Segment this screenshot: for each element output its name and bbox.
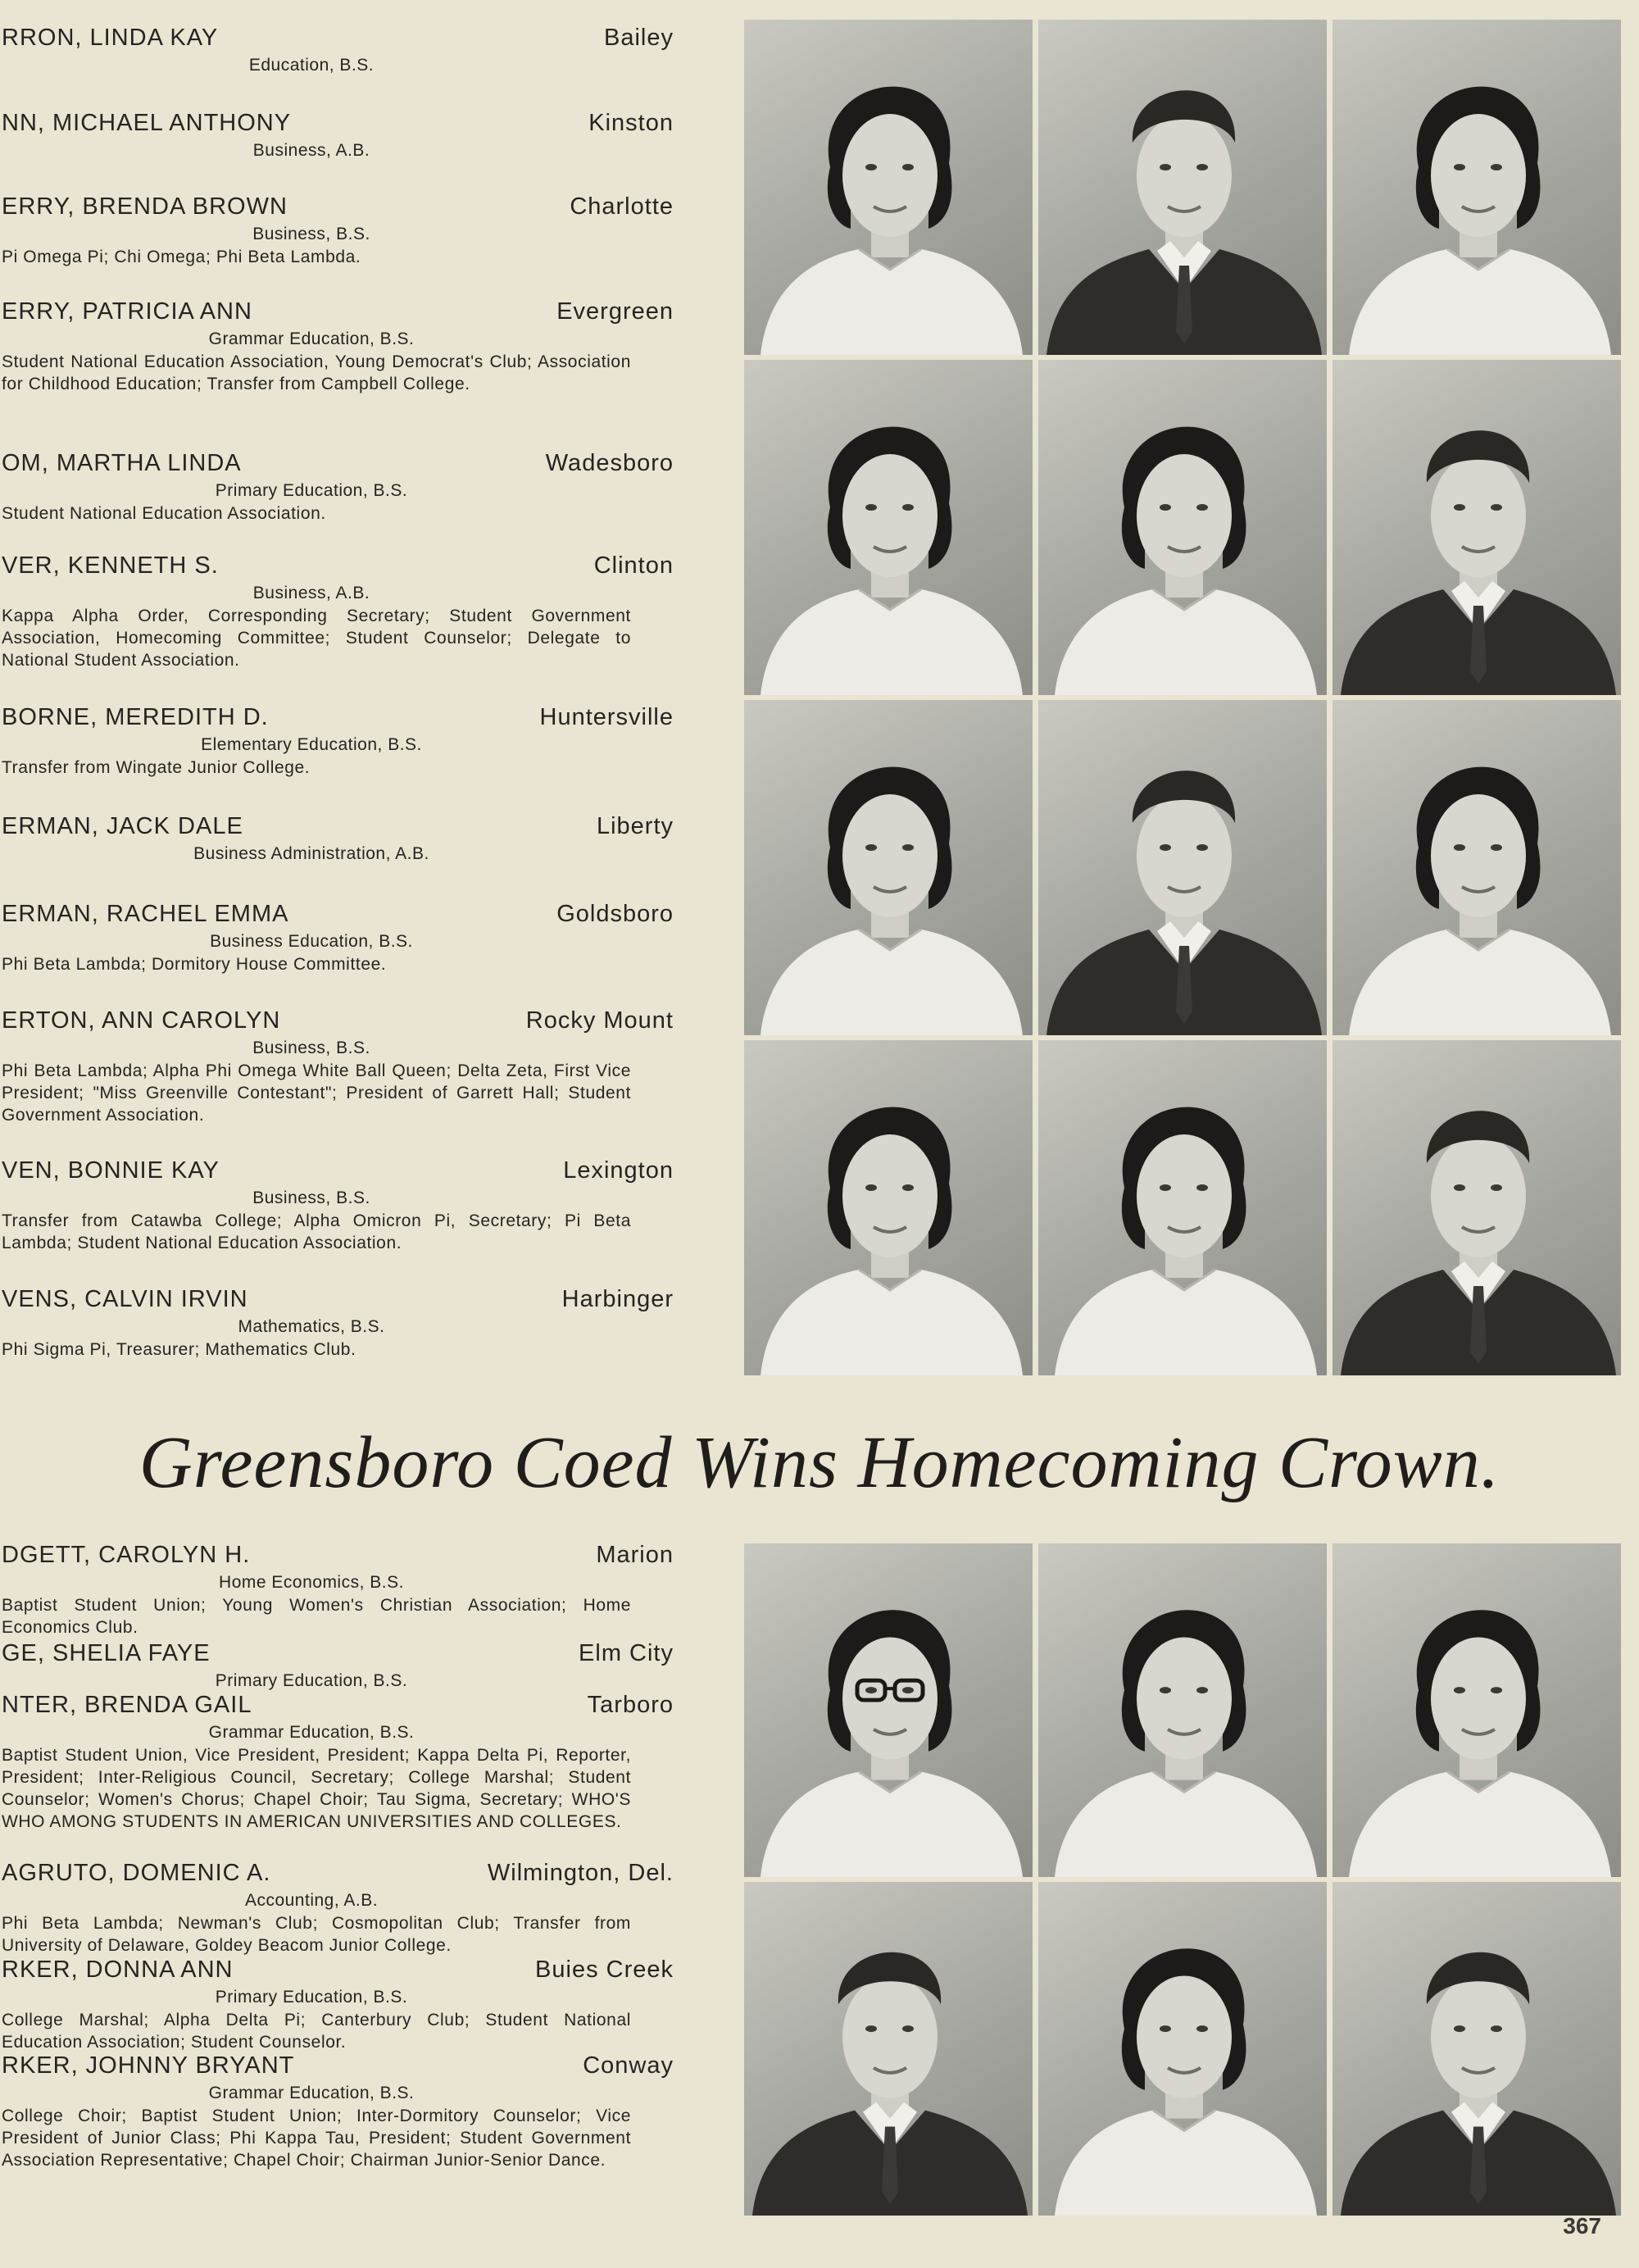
degree: Business Education, B.S. (210, 932, 413, 951)
entry-header (0, 810, 674, 843)
entry-header (0, 549, 674, 582)
activities: Kappa Alpha Order, Corresponding Secretary; Student Government Association, Homecoming Committee; Student Counselor; Delegate to National Student Association. (2, 607, 631, 670)
degree: Primary Education, B.S. (215, 481, 408, 500)
senior-portrait-photo (744, 1543, 1033, 1877)
entry-header (0, 295, 674, 328)
senior-portrait-photo (744, 1040, 1033, 1375)
entry-header (0, 1539, 674, 1571)
lower-photo-grid (744, 1543, 1621, 2216)
degree: Business, B.S. (252, 1189, 370, 1207)
hometown: Charlotte (570, 193, 674, 220)
degree: Elementary Education, B.S. (201, 735, 422, 754)
hometown: Wilmington, Del. (487, 1860, 674, 1886)
degree: Accounting, A.B. (244, 1891, 379, 1910)
degree: Home Economics, B.S. (219, 1573, 404, 1592)
hometown: Evergreen (556, 298, 674, 325)
senior-entry (0, 21, 674, 77)
student-name: AGRUTO, DOMENIC A. (2, 1860, 271, 1886)
student-name: ERRY, BRENDA BROWN (2, 193, 288, 220)
student-name: VEN, BONNIE KAY (2, 1157, 220, 1184)
hometown: Liberty (596, 813, 674, 839)
entry-header (0, 447, 674, 480)
hometown: Goldsboro (556, 901, 674, 927)
hometown: Elm City (579, 1640, 674, 1666)
entry-header (0, 1154, 674, 1187)
senior-portrait-photo (1038, 20, 1327, 355)
student-name: NN, MICHAEL ANTHONY (2, 110, 292, 136)
senior-entry (0, 2049, 674, 2171)
senior-entry (0, 447, 674, 525)
activities: Phi Beta Lambda; Alpha Phi Omega White Ball Queen; Delta Zeta, First Vice President; "Miss Greenville Contestant"; President of Garrett Hall; Student Government Association. (2, 1061, 631, 1125)
hometown: Marion (596, 1542, 674, 1568)
hometown: Harbinger (561, 1286, 674, 1312)
degree: Business, B.S. (252, 1039, 370, 1057)
degree: Business, A.B. (252, 584, 370, 602)
degree: Mathematics, B.S. (238, 1317, 385, 1336)
senior-portrait-photo (1333, 700, 1621, 1035)
entry-header (0, 190, 674, 223)
degree: Grammar Education, B.S. (208, 2084, 415, 2102)
senior-entry (0, 898, 674, 975)
student-name: DGETT, CAROLYN H. (2, 1542, 251, 1568)
activities: Baptist Student Union, Vice President, President; Kappa Delta Pi, Reporter, President; Inter-Religious Council, Secretary; College Marshal; Student Counselor; Women's Chorus; Chapel Choir; Tau Sigma, Secretary; WHO'S WHO AMONG STUDENTS IN AMERICAN UNIVERSITIES AND COLLEGES. (2, 1746, 631, 1831)
entry-header (0, 2049, 674, 2082)
hometown: Bailey (604, 25, 674, 51)
senior-portrait-photo (744, 700, 1033, 1035)
student-name: VER, KENNETH S. (2, 552, 219, 579)
degree: Business, B.S. (252, 225, 370, 243)
entry-header (0, 1283, 674, 1316)
senior-portrait-photo (1333, 1882, 1621, 2216)
hometown: Conway (583, 2052, 674, 2079)
senior-entry (0, 701, 674, 779)
senior-portrait-photo (744, 1882, 1033, 2216)
senior-entry (0, 1953, 674, 2053)
hometown: Lexington (563, 1157, 674, 1184)
activities: Phi Beta Lambda; Newman's Club; Cosmopolitan Club; Transfer from University of Delaware, Goldey Beacom Junior College. (2, 1914, 631, 1955)
senior-entry (0, 1637, 674, 1693)
student-name: ERTON, ANN CAROLYN (2, 1007, 281, 1034)
senior-entry (0, 1857, 674, 1957)
senior-entry (0, 190, 674, 268)
senior-entry (0, 810, 674, 866)
entry-header (0, 107, 674, 139)
hometown: Huntersville (539, 704, 674, 730)
senior-entry (0, 1689, 674, 1833)
student-name: RKER, DONNA ANN (2, 1957, 234, 1983)
student-name: GE, SHELIA FAYE (2, 1640, 211, 1666)
hometown: Tarboro (587, 1692, 674, 1718)
degree: Grammar Education, B.S. (208, 1723, 415, 1742)
hometown: Buies Creek (535, 1957, 674, 1983)
hometown: Wadesboro (545, 450, 674, 476)
activities: Baptist Student Union; Young Women's Christian Association; Home Economics Club. (2, 1596, 631, 1637)
student-name: ERRY, PATRICIA ANN (2, 298, 252, 325)
senior-entry (0, 1154, 674, 1254)
senior-portrait-photo (1333, 1543, 1621, 1877)
senior-portrait-photo (1038, 1040, 1327, 1375)
activities: College Marshal; Alpha Delta Pi; Canterbury Club; Student National Education Association; Student Counselor. (2, 2011, 631, 2052)
degree: Business, A.B. (252, 141, 370, 160)
senior-entry (0, 1004, 674, 1126)
entry-header (0, 701, 674, 734)
activities: Phi Sigma Pi, Treasurer; Mathematics Club. (2, 1340, 356, 1359)
degree: Grammar Education, B.S. (208, 330, 415, 348)
activities: Transfer from Catawba College; Alpha Omicron Pi, Secretary; Pi Beta Lambda; Student National Education Association. (2, 1211, 631, 1252)
student-name: NTER, BRENDA GAIL (2, 1692, 252, 1718)
entry-header (0, 898, 674, 930)
senior-portrait-photo (1333, 1040, 1621, 1375)
hometown: Kinston (588, 110, 674, 136)
entry-header (0, 21, 674, 54)
senior-portrait-photo (1038, 1882, 1327, 2216)
student-name: RRON, LINDA KAY (2, 25, 219, 51)
hometown: Rocky Mount (525, 1007, 674, 1034)
senior-entry (0, 295, 674, 395)
senior-portrait-photo (1038, 1543, 1327, 1877)
activities: College Choir; Baptist Student Union; Inter-Dormitory Counselor; Vice President of Junior Class; Phi Kappa Tau, President; Student Government Association Representative; Chapel Choir; Chairman Junior-Senior Dance. (2, 2107, 631, 2170)
senior-portrait-photo (1038, 700, 1327, 1035)
student-name: RKER, JOHNNY BRYANT (2, 2052, 295, 2079)
upper-photo-grid (744, 20, 1621, 1375)
senior-portrait-photo (1038, 360, 1327, 695)
senior-portrait-photo (1333, 360, 1621, 695)
senior-entry (0, 1539, 674, 1639)
student-name: VENS, CALVIN IRVIN (2, 1286, 248, 1312)
degree: Primary Education, B.S. (215, 1988, 408, 2007)
student-name: ERMAN, JACK DALE (2, 813, 243, 839)
senior-entry (0, 1283, 674, 1361)
entry-header (0, 1857, 674, 1889)
activities: Transfer from Wingate Junior College. (2, 758, 311, 777)
senior-portrait-photo (1333, 20, 1621, 355)
hometown: Clinton (593, 552, 674, 579)
student-name: BORNE, MEREDITH D. (2, 704, 269, 730)
degree: Business Administration, A.B. (193, 844, 429, 863)
entry-header (0, 1637, 674, 1670)
entry-header (0, 1953, 674, 1986)
degree: Education, B.S. (248, 56, 375, 75)
student-name: ERMAN, RACHEL EMMA (2, 901, 289, 927)
activities: Pi Omega Pi; Chi Omega; Phi Beta Lambda. (2, 248, 361, 266)
entry-header (0, 1689, 674, 1721)
senior-entry (0, 107, 674, 162)
section-headline: Greensboro Coed Wins Homecoming Crown. (138, 1422, 1501, 1503)
student-name: OM, MARTHA LINDA (2, 450, 242, 476)
senior-portrait-photo (744, 20, 1033, 355)
activities: Phi Beta Lambda; Dormitory House Committee. (2, 955, 387, 974)
activities: Student National Education Association. (2, 504, 326, 523)
senior-portrait-photo (744, 360, 1033, 695)
page-number: 367 (1563, 2213, 1601, 2238)
entry-header (0, 1004, 674, 1037)
degree: Primary Education, B.S. (215, 1671, 408, 1690)
activities: Student National Education Association, Young Democrat's Club; Association for Childhood Education; Transfer from Campbell College. (2, 352, 631, 393)
senior-entry (0, 549, 674, 671)
